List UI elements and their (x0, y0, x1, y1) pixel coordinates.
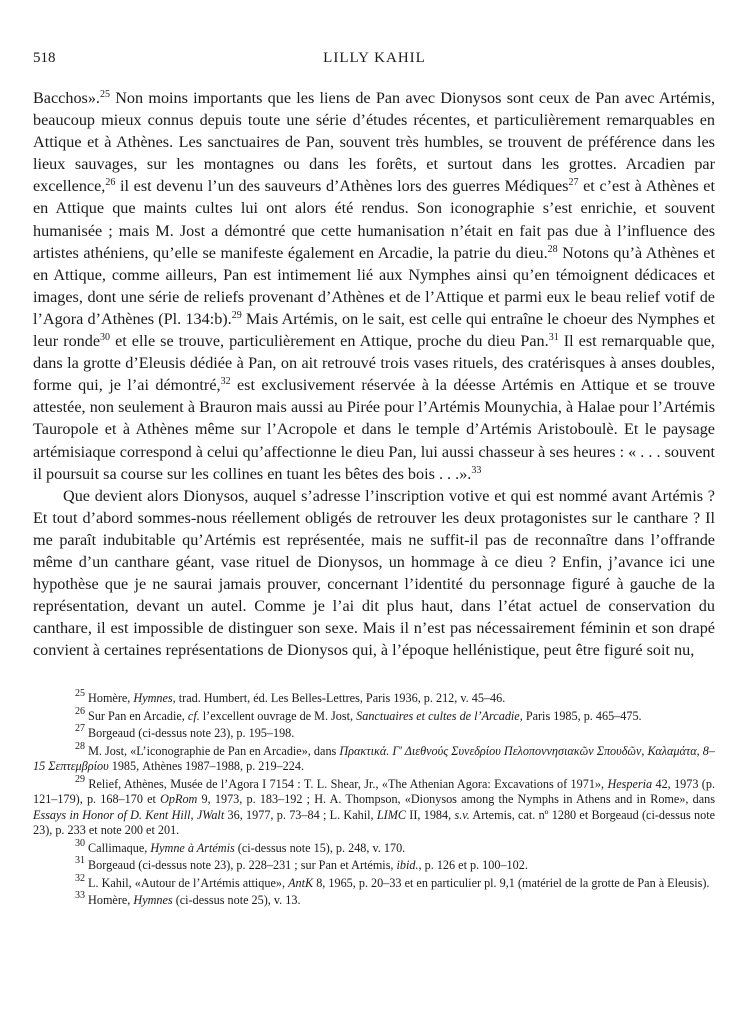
italic-run: cf. (187, 708, 200, 723)
italic-run: AntK (288, 875, 314, 890)
footnote-number: 26 (75, 705, 85, 717)
italic-run: Hesperia (607, 776, 653, 791)
footnote-number: 30 (75, 837, 85, 849)
page-number: 518 (33, 50, 56, 66)
text-run: , Paris 1985, p. 465–475. (519, 708, 642, 723)
text-run: Notons qu’à Athènes et en Attique, comme ailleurs, Pan est intimement lié aux Nymphes ainsi qu’en témoignent dédicaces et images, dont une série de reliefs provenant d’Athènes et de l’Attique et parmi eux le beau relief votif de l’Agora d’Athènes (Pl. 134:b). (33, 243, 715, 328)
text-run: Non moins importants que les liens de Pan avec Dionysos sont ceux de Pan avec Artémis, beaucoup mieux connus depuis toute une série d’études récentes, et particulièrement remarquables en Attique et à Athènes. Les sanctuaires de Pan, souvent très humbles, se trouvent de préférence dans les lieux sauvages, sur les montagnes ou dans les forêts, et surtout dans les grottes. Arcadien par excellence, (33, 89, 715, 196)
text-run: 9, 1973, p. 183–192 ; H. A. Thompson, «Dionysos among the Nymphs in Athens and in Rome», dans (197, 792, 715, 806)
text-run: 36, 1977, p. 73–84 ; L. Kahil, (224, 807, 377, 822)
text-run: , p. 126 et p. 100–102. (418, 858, 528, 872)
footnote (33, 723, 715, 742)
footnote (33, 773, 715, 839)
italic-run: Sanctuaires et cultes de l’Arcadie (356, 708, 520, 723)
text-run: 1985, Athènes 1987–1988, p. 219–224. (108, 759, 304, 773)
page-header (33, 50, 716, 74)
text-run: Mais Artémis, on le sait, est celle qui entraîne le choeur des Nymphes et leur ronde (33, 309, 716, 351)
body-paragraph (33, 485, 715, 662)
text-run: 8, 1965, p. 20–33 et en particulier pl. 9,1 (matériel de la grotte de Pan à Eleusis). (313, 875, 710, 890)
text-run: Relief, Athènes, Musée de l’Agora I 7154 : T. L. Shear, Jr., «The Athenian Agora: Excavations of 1971», (85, 776, 608, 791)
text-run: M. Jost, «L’iconographie de Pan en Arcadie», dans (85, 743, 340, 758)
italic-run: Essays in Honor of D. Kent Hill, JWalt (33, 807, 225, 822)
footnote-number: 29 (75, 773, 85, 785)
text-run: , trad. Humbert, éd. Les Belles-Lettres, Paris 1936, p. 212, v. 45–46. (172, 691, 506, 705)
text-run: L. Kahil, «Autour de l’Artémis attique», (85, 875, 289, 890)
text-run: (ci-dessus note 25), v. 13. (172, 893, 301, 907)
body-text (33, 87, 715, 661)
footnote-ref: 26 (105, 177, 116, 189)
text-run: 42, 1973 (p. 121–179), p. 168–170 et (33, 776, 715, 806)
footnote-ref: 27 (568, 177, 579, 189)
footnote (33, 837, 715, 857)
text-run: Callimaque, (85, 840, 151, 855)
italic-run: Hymne à Artémis (150, 840, 235, 855)
footnote-ref: 33 (471, 464, 482, 476)
footnote-number: 33 (75, 890, 85, 901)
text-run: Artemis, cat. nº 1280 et Borgeaud (ci-dessus note 23), p. 233 et note 200 et 201. (33, 807, 715, 837)
text-run: et c’est à Athènes et en Attique que maints cultes lui ont alors été rendus. Son iconographie s’est enrichie, et souvent humanisée ; mais M. Jost a démontré que cette humanisation n’était en fait pas due à l’influence des artistes athéniens, qu’elle se manifeste également en Arcadie, la patrie du dieu. (33, 177, 715, 262)
italic-run: Hymnes (133, 691, 173, 705)
footnote-ref: 32 (220, 376, 231, 388)
footnote (33, 872, 715, 892)
footnote (33, 705, 715, 725)
text-run: il est devenu l’un des sauveurs d’Athènes lors des guerres Médiques (115, 177, 569, 196)
body-paragraph (33, 87, 715, 485)
footnote-ref: 28 (547, 243, 558, 255)
text-run: est exclusivement réservée à la déesse Artémis en Attique et se trouve attestée, non seulement à Brauron mais aussi au Pirée pour l’Artémis Mounychia, à Halae pour l’Artémis Tauropole et à Athènes même sur l’Acropole et dans le temple d’Artémis Aristoboulè. Et le paysage artémisiaque correspond à celui qu’affectionne le dieu Pan, lui aussi chasseur à ses heures : « . . . souvent il poursuit sa course sur les collines en tuant les bêtes des bois . . .». (33, 376, 716, 483)
text-run: Homère, (85, 893, 134, 907)
footnote (33, 740, 715, 775)
italic-run: ibid. (396, 858, 419, 872)
text-run: Borgeaud (ci-dessus note 23), p. 195–198. (85, 726, 295, 740)
footnote (33, 890, 715, 909)
footnotes (33, 688, 715, 911)
italic-run: Hymnes (133, 893, 173, 907)
footnote (33, 855, 715, 874)
text-run: Borgeaud (ci-dessus note 23), p. 228–231 ; sur Pan et Artémis, (85, 858, 397, 872)
text-run: et elle se trouve, particulièrement en Attique, proche du dieu Pan. (110, 332, 549, 351)
footnote-ref: 31 (548, 332, 559, 344)
text-run: II, 1984, (405, 807, 455, 822)
footnote (33, 688, 715, 707)
italic-run: Πρακτικά. Γ' Διεθνούς Συνεδρίου Πελοποννησιακῶν Σπουδῶν, Καλαμάτα, 8–15 Σεπτεμβρίου (33, 743, 715, 773)
italic-run: s.v. (454, 807, 470, 822)
footnote-ref: 30 (100, 332, 111, 344)
text-run: Il est remarquable que, dans la grotte d’Eleusis dédiée à Pan, on ait retrouvé trois vases rituels, des cratérisques à anses doubles, forme qui, je l’ai démontré, (33, 332, 715, 395)
footnote-number: 25 (75, 688, 85, 699)
text-run: Bacchos». (33, 89, 100, 107)
running-head: LILLY KAHIL (323, 50, 426, 66)
footnote-number: 32 (75, 872, 85, 884)
italic-run: LIMC (376, 807, 406, 822)
text-run: Sur Pan en Arcadie, (85, 708, 188, 723)
text-run: Que devient alors Dionysos, auquel s’adresse l’inscription votive et qui est nommé avant Artémis ? Et tout d’abord sommes-nous réellement obligés de retrouver les deux protagonistes sur le canthare ? Il me paraît indubitable qu’Artémis est représentée, mais ne suffit-il pas de reconnaître dans l’offrande même d’un canthare géant, vase rituel de Dionysos, un hommage à ce dieu ? Enfin, j’avance ici une hypothèse que je ne saurai jamais prouver, concernant l’identité du personnage figuré à gauche de la représentation, devant un autel. Comme je l’ai dit plus haut, dans l’état actuel de conservation du canthare, il est impossible de distinguer son sexe. Mais il n’est pas nécessairement féminin et son drapé convient à certaines représentations de Dionysos qui, à l’époque hellénistique, peut être figuré soit nu, (33, 486, 715, 660)
footnote-number: 28 (75, 740, 85, 752)
footnote-number: 27 (75, 723, 85, 734)
text-run: (ci-dessus note 15), p. 248, v. 170. (234, 840, 406, 855)
footnote-ref: 29 (231, 309, 242, 321)
footnote-ref: 25 (99, 89, 110, 100)
text-run: l’excellent ouvrage de M. Jost, (199, 708, 357, 723)
footnote-number: 31 (75, 855, 85, 866)
italic-run: OpRom (160, 792, 198, 806)
text-run: Homère, (85, 691, 134, 705)
